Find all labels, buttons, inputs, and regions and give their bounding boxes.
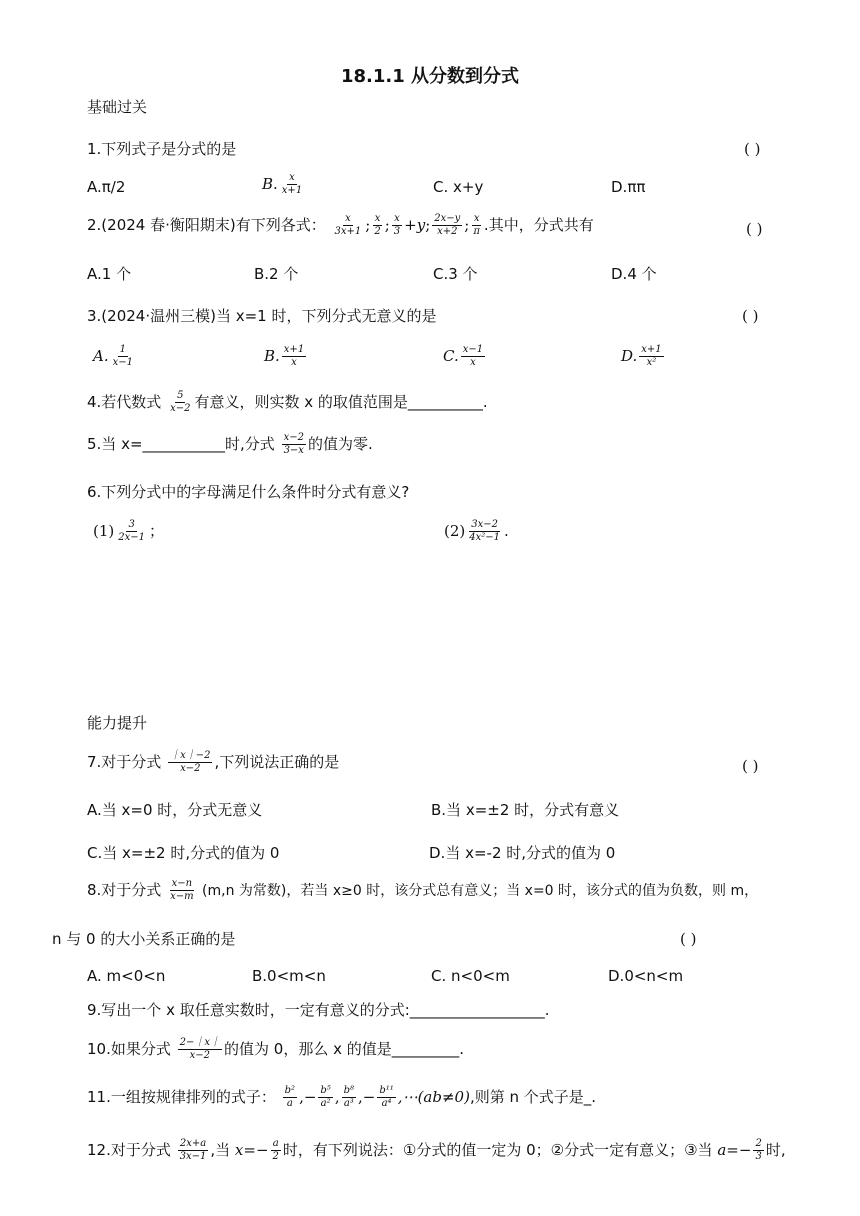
- q11-term-2: [318, 1085, 332, 1110]
- fraction-numerator: 1: [119, 344, 126, 355]
- fraction-denominator: 3−x: [283, 445, 304, 456]
- fraction-numerator: 3x−2: [471, 519, 498, 530]
- page-title: 18.1.1 从分数到分式: [341, 66, 520, 87]
- fraction-denominator: 2x−1: [118, 532, 145, 543]
- q12-text: [87, 1138, 786, 1163]
- fraction-numerator: 3: [128, 519, 135, 530]
- q3-text: 3.(2024·温州三模)当 x=1 时，下列分式无意义的是: [87, 307, 437, 325]
- q8-option-a: A. m<0<n: [87, 967, 166, 985]
- q1-option-d: D.ππ: [611, 178, 646, 196]
- q11-sign: ,−: [358, 1088, 376, 1106]
- q1-answer-bracket: ( ): [744, 140, 761, 158]
- q12-mid1: ,当: [210, 1141, 235, 1159]
- q1-text: 1.下列式子是分式的是: [87, 140, 237, 158]
- q2-plus-y: +y: [404, 216, 426, 234]
- q2-expr-4: [432, 213, 462, 238]
- q6-part-1-end: ；: [149, 522, 165, 540]
- q4-text: [87, 390, 488, 415]
- fraction-numerator: x: [374, 213, 381, 224]
- fraction-numerator: x−n: [171, 878, 193, 889]
- fraction-numerator: 2x−y: [434, 213, 461, 224]
- fraction-denominator: 4x²−1: [469, 532, 501, 543]
- fraction-numerator: 2: [755, 1138, 762, 1149]
- fraction-numerator: x−1: [462, 344, 484, 355]
- fraction-denominator: x−1: [112, 357, 133, 368]
- q11-sign: ,−: [299, 1088, 317, 1106]
- q4-prefix: 4.若代数式: [87, 393, 167, 411]
- section-basic: 基础过关: [87, 98, 148, 116]
- fraction-denominator: 3: [393, 226, 401, 237]
- q3-answer-bracket: ( ): [742, 307, 759, 325]
- q7-option-b: B.当 x=±2 时，分式有意义: [431, 801, 620, 819]
- q7-option-c: C.当 x=±2 时,分式的值为 0: [87, 844, 280, 862]
- q10-text: [87, 1037, 464, 1062]
- q7-option-a: A.当 x=0 时，分式无意义: [87, 801, 263, 819]
- fraction-numerator: x−2: [283, 432, 304, 443]
- fraction-denominator: x²: [646, 357, 657, 368]
- fraction-numerator: x: [345, 213, 351, 224]
- q3-option-a-fraction: [111, 344, 135, 369]
- q12-fraction: [178, 1138, 209, 1163]
- q7-fraction: [168, 750, 212, 775]
- q12-end: 时,: [765, 1141, 786, 1159]
- q4-suffix: 有意义，则实数 x 的取值范围是__________.: [194, 393, 488, 411]
- q2-option-c: C.3 个: [433, 265, 478, 283]
- q11-tail: ,⋯(ab≠0): [397, 1088, 470, 1106]
- q8-prefix: 8.对于分式: [87, 881, 167, 899]
- q12-b-fraction: [753, 1138, 763, 1163]
- q2-expr-5: [471, 213, 482, 238]
- fraction-denominator: π: [473, 226, 480, 237]
- fraction-denominator: a⁴: [381, 1098, 392, 1109]
- q4-fraction: [168, 390, 192, 415]
- q5-text: [87, 432, 373, 457]
- q1-option-c: C. x+y: [433, 178, 484, 196]
- q11-term-4: [377, 1085, 395, 1110]
- fraction-numerator: ｜x｜−2: [170, 750, 211, 761]
- q12-mid2: 时，有下列说法：①分式的值一定为 0；②分式一定有意义；③当: [282, 1141, 718, 1159]
- q2-prefix: 2.(2024 春·衡阳期末)有下列各式：: [87, 216, 326, 234]
- fraction-denominator: a³: [343, 1098, 354, 1109]
- fraction-numerator: x: [394, 213, 400, 224]
- q11-sign: ,: [334, 1088, 340, 1106]
- q3-option-d-fraction: [639, 344, 663, 369]
- q1-option-a: A.π/2: [87, 178, 126, 196]
- q3-option-c-fraction: [461, 344, 485, 369]
- section-advanced: 能力提升: [87, 714, 148, 732]
- fraction-denominator: x−m: [170, 891, 194, 902]
- fraction-denominator: x: [291, 357, 297, 368]
- fraction-numerator: 2x+a: [179, 1138, 207, 1149]
- q3-option-a-label: A.: [93, 347, 109, 365]
- q10-prefix: 10.如果分式: [87, 1040, 176, 1058]
- q8-suffix: (m,n 为常数)，若当 x≥0 时，该分式总有意义；当 x=0 时，该分式的值为负数，则 m，: [197, 883, 759, 899]
- q2-suffix: .其中，分式共有: [483, 216, 594, 234]
- q5-prefix: 5.当 x=___________时,分式: [87, 435, 280, 453]
- q11-term-1: [283, 1085, 297, 1110]
- q5-suffix: 的值为零.: [307, 435, 373, 453]
- q7-option-d: D.当 x=-2 时,分式的值为 0: [429, 844, 616, 862]
- fraction-denominator: x: [470, 357, 476, 368]
- fraction-denominator: x+2: [437, 226, 458, 237]
- q10-fraction: [178, 1037, 222, 1062]
- fraction-denominator: 3x+1: [334, 226, 362, 237]
- q11-prefix: 11.一组按规律排列的式子：: [87, 1088, 276, 1106]
- q3-option-b-label: B.: [264, 347, 280, 365]
- q11-term-3: [342, 1085, 356, 1110]
- q7-answer-bracket: ( ): [742, 757, 759, 775]
- q1-option-b-label: B.: [262, 175, 278, 193]
- q7-prefix: 7.对于分式: [87, 753, 167, 771]
- fraction-numerator: 2−｜x｜: [179, 1037, 221, 1048]
- q3-option-d: [621, 344, 666, 369]
- q12-a-eq: a=−: [717, 1141, 752, 1159]
- q6-part-1: [93, 519, 164, 544]
- q8-text: [87, 878, 758, 903]
- q2-text: 2.(2024 春·衡阳期末)有下列各式： $\frac{x}{3x+1}$ ; $\frac{x}{2}$ ; $\frac{x}{3}$ +y; $\frac{2x-y}{x+2}$ ; $\frac{x}{\pi}$ .其中，分式共有: [87, 213, 594, 237]
- q8-option-b: B.0<m<n: [252, 967, 326, 985]
- fraction-denominator: x−2: [170, 403, 191, 414]
- q6-text: 6.下列分式中的字母满足什么条件时分式有意义?: [87, 483, 410, 501]
- fraction-numerator: x+1: [641, 344, 662, 355]
- q8-answer-bracket: ( ): [680, 930, 697, 948]
- fraction-denominator: a: [286, 1098, 293, 1109]
- q6-part-2-fraction: [467, 519, 502, 544]
- q12-prefix: 12.对于分式: [87, 1141, 176, 1159]
- q3-option-a: [93, 344, 137, 369]
- q3-option-b: [264, 344, 308, 369]
- q2-option-b: B.2 个: [254, 265, 299, 283]
- fraction-numerator: x+1: [283, 344, 305, 355]
- q6-part-2-end: .: [504, 522, 509, 540]
- q2-option-d: D.4 个: [611, 265, 657, 283]
- q12-x-eq: x=−: [234, 1141, 269, 1159]
- q11-text: [87, 1085, 596, 1110]
- q3-option-d-label: D.: [621, 347, 638, 365]
- q8-option-d: D.0<n<m: [608, 967, 684, 985]
- fraction-denominator: 2: [374, 226, 381, 237]
- q9-text: 9.写出一个 x 取任意实数时，一定有意义的分式:__________________.: [87, 1001, 550, 1019]
- fraction-numerator: b¹¹: [379, 1085, 394, 1096]
- q2-expr-3: [392, 213, 402, 238]
- fraction-denominator: a²: [320, 1098, 331, 1109]
- q2-expr-2: [372, 213, 382, 238]
- q10-suffix: 的值为 0，那么 x 的值是_________.: [224, 1040, 465, 1058]
- fraction-numerator: b²: [284, 1085, 296, 1096]
- q6-part-1-fraction: [116, 519, 147, 544]
- fraction-numerator: a: [272, 1138, 279, 1149]
- fraction-denominator: x−2: [180, 763, 201, 774]
- q5-fraction: [282, 432, 306, 457]
- fraction-numerator: x: [473, 213, 480, 224]
- q7-text: [87, 750, 339, 775]
- q6-part-1-label: (1): [93, 522, 115, 540]
- q7-suffix: ,下列说法正确的是: [214, 753, 340, 771]
- fraction-numerator: x: [289, 172, 295, 183]
- q12-a-fraction: [271, 1138, 281, 1163]
- fraction-denominator: 3: [755, 1151, 762, 1162]
- fraction-denominator: 3x−1: [179, 1151, 207, 1162]
- q2-option-a: A.1 个: [87, 265, 132, 283]
- q2-expr-1: [333, 213, 364, 238]
- q8-option-c: C. n<0<m: [431, 967, 510, 985]
- q1-option-b-fraction: [280, 172, 304, 197]
- q3-option-b-fraction: [282, 344, 306, 369]
- q8-text-line2: n 与 0 的大小关系正确的是: [52, 930, 236, 948]
- q6-part-2-label: (2): [444, 522, 466, 540]
- q11-suffix: ,则第 n 个式子是_.: [469, 1088, 597, 1106]
- fraction-denominator: x−2: [189, 1050, 211, 1061]
- fraction-denominator: x+1: [281, 185, 303, 196]
- q2-answer-bracket: ( ): [746, 220, 763, 238]
- q3-option-c-label: C.: [443, 347, 459, 365]
- q6-part-2: [444, 519, 509, 544]
- fraction-numerator: b⁵: [320, 1085, 331, 1096]
- q1-option-b: [262, 172, 306, 197]
- fraction-numerator: b⁸: [343, 1085, 355, 1096]
- q8-fraction: [168, 878, 196, 903]
- fraction-numerator: 5: [177, 390, 184, 401]
- q3-option-c: [443, 344, 487, 369]
- fraction-denominator: 2: [272, 1151, 279, 1162]
